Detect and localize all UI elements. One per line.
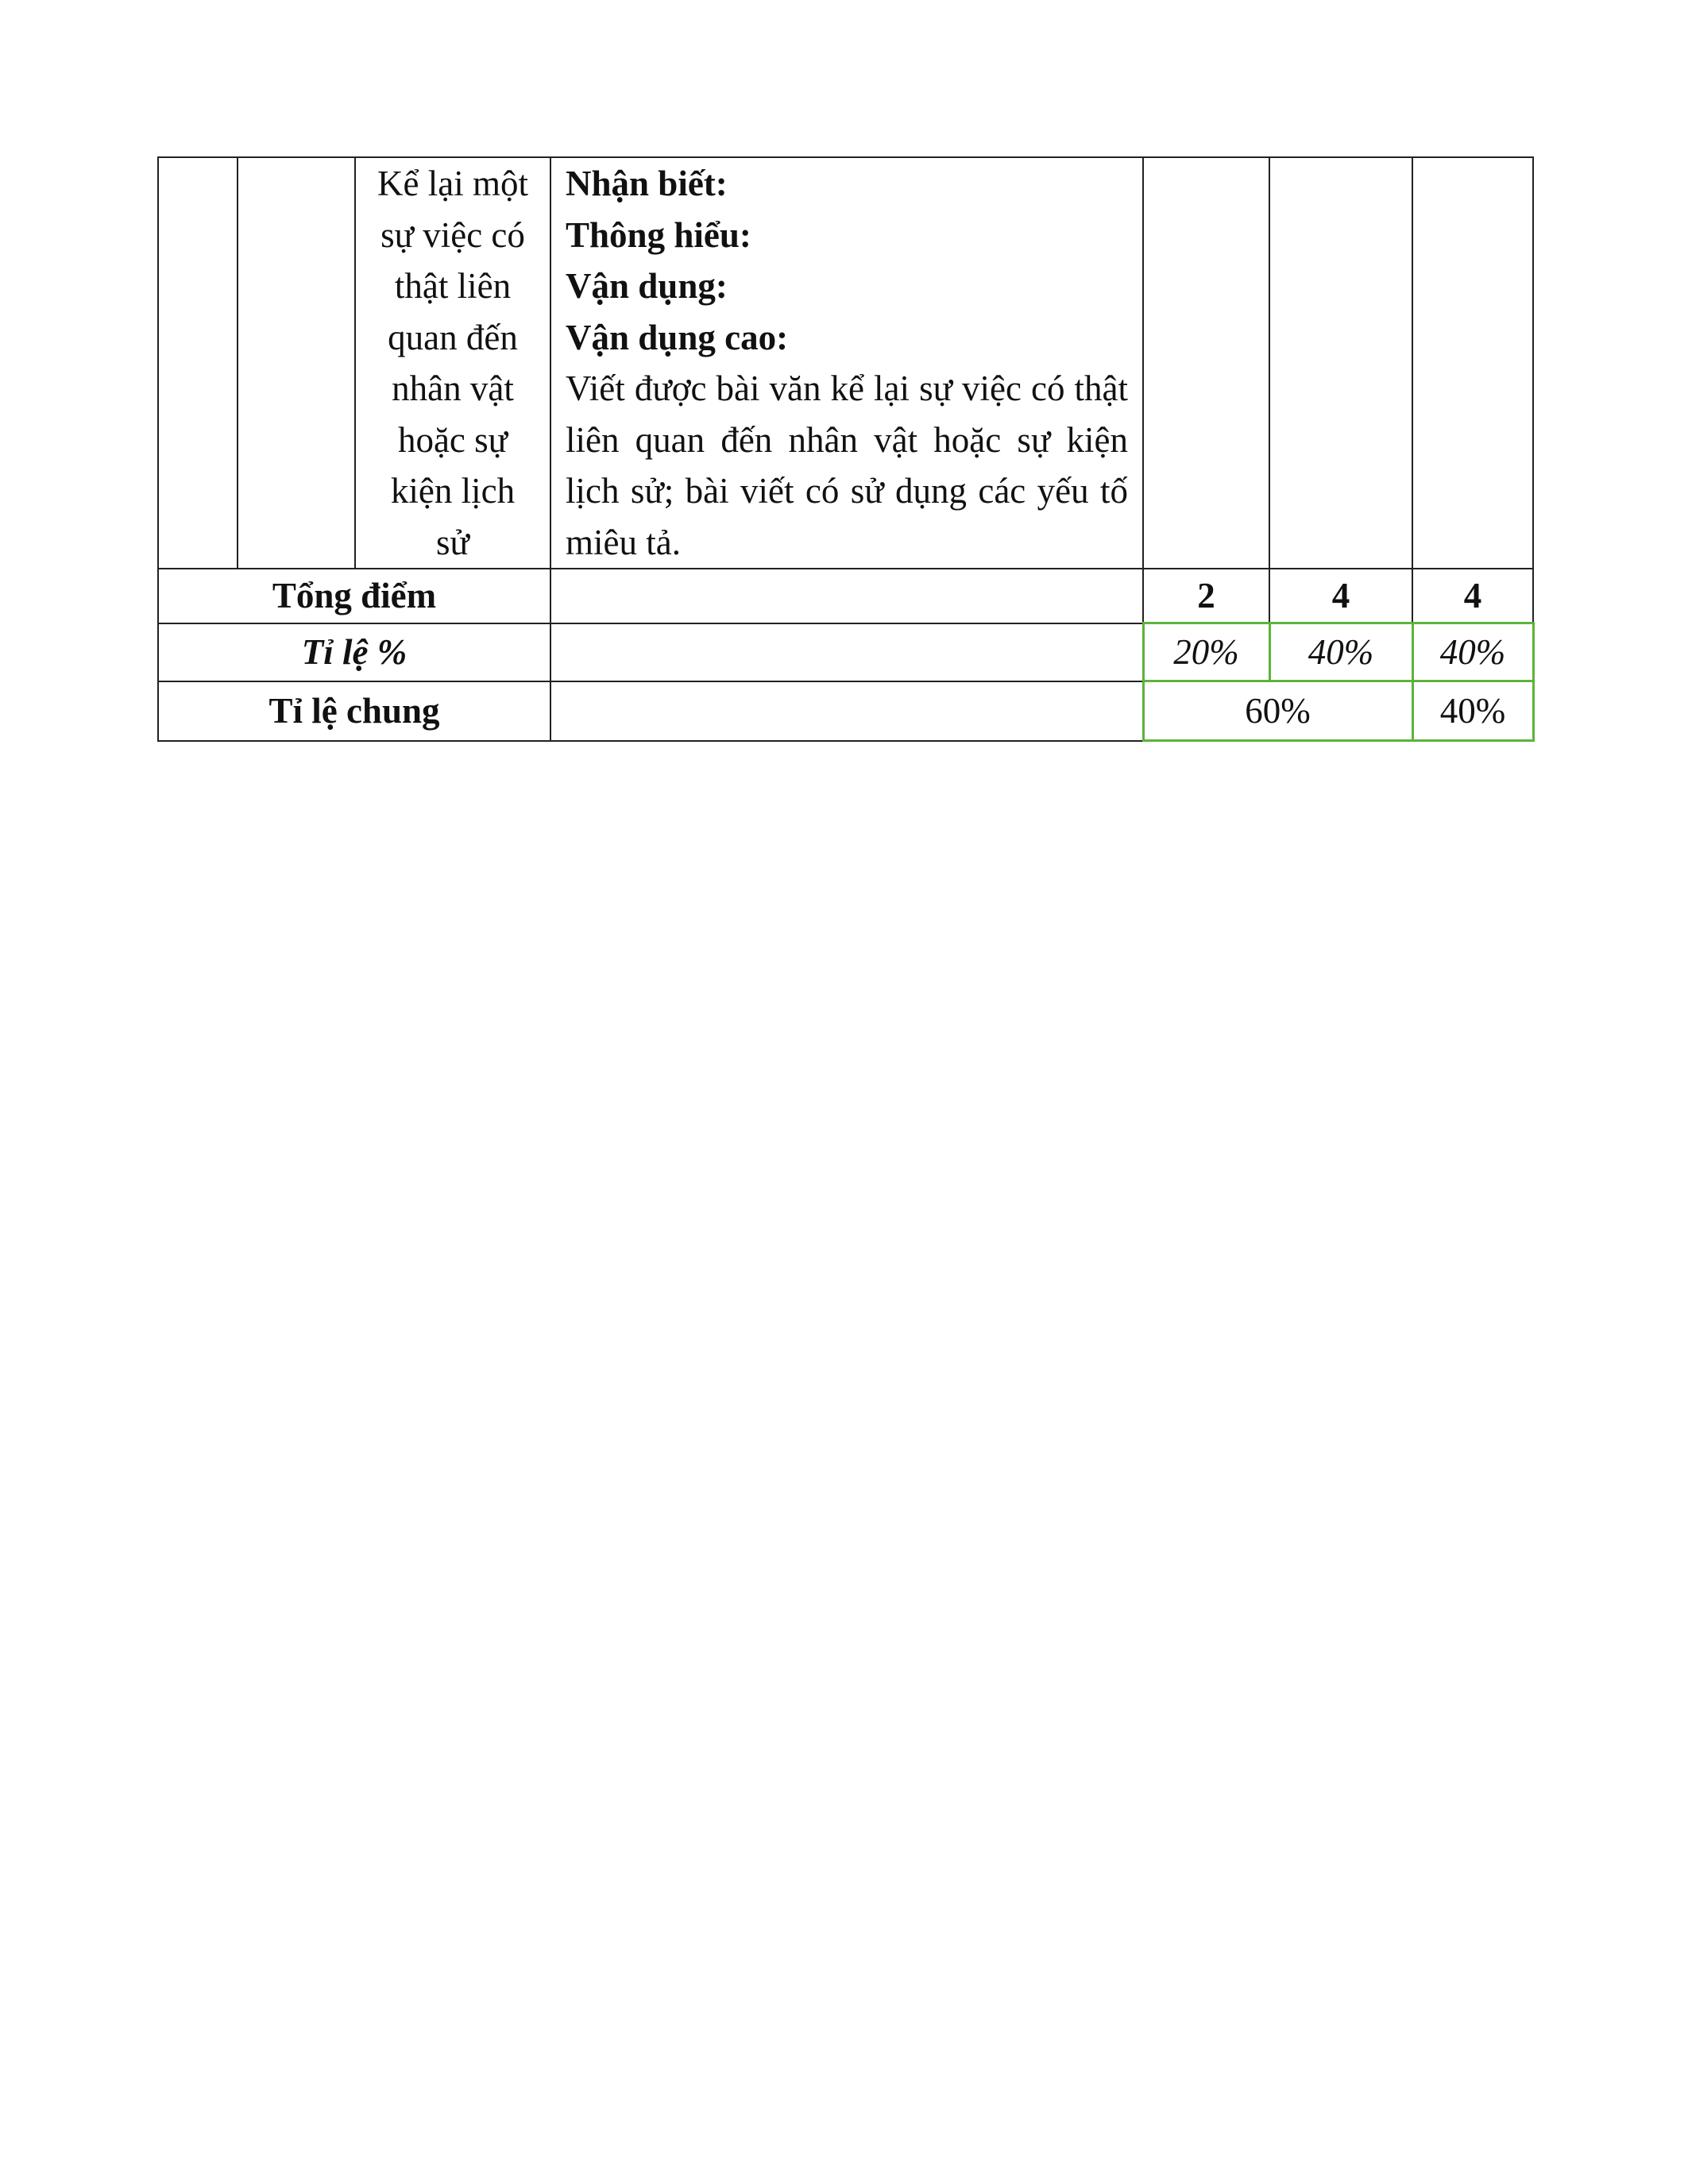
rate-label: Tỉ lệ %: [158, 623, 550, 681]
topic-line: Kể lại một: [377, 164, 528, 203]
empty-cell: [158, 157, 238, 569]
empty-cell: [550, 681, 1143, 741]
topic-line: sự việc có: [380, 214, 525, 255]
table-row-writing: [158, 157, 1533, 569]
topic-line: thật liên: [394, 266, 512, 306]
table-row-rate: [158, 623, 1533, 681]
topic-line: hoặc sự: [397, 419, 508, 460]
total-value: 2: [1143, 569, 1269, 623]
rate-value: 20%: [1143, 623, 1269, 681]
topic-line: nhân vật: [392, 369, 514, 408]
topic-line: quan đến: [388, 317, 518, 357]
empty-cell: [550, 623, 1143, 681]
table-row-total: [158, 569, 1533, 623]
topic-cell: [355, 157, 550, 569]
total-value: 4: [1269, 569, 1412, 623]
empty-cell: [238, 157, 355, 569]
requirement-text: Viết được bài văn kể lại sự việc có thật liên quan đến nhân vật hoặc sự kiện lịch sử; bài viết có sử dụng các yếu tố miêu tả.: [566, 369, 1128, 562]
level-recognize: Nhận biết:: [566, 164, 728, 203]
table-row-common: [158, 681, 1533, 741]
rate-value: 40%: [1412, 623, 1533, 681]
common-value: 60%: [1143, 681, 1412, 741]
spec-table: [157, 156, 1535, 742]
topic-line: sử: [436, 522, 469, 562]
empty-cell: [1412, 157, 1533, 569]
common-value: 40%: [1412, 681, 1533, 741]
common-label: Tỉ lệ chung: [158, 681, 550, 741]
rate-value: 40%: [1269, 623, 1412, 681]
total-value: 4: [1412, 569, 1533, 623]
level-understand: Thông hiểu:: [566, 214, 751, 255]
empty-cell: [550, 569, 1143, 623]
level-apply-high: Vận dụng cao:: [566, 317, 789, 357]
level-apply: Vận dụng:: [566, 266, 728, 306]
total-label: Tổng điểm: [158, 569, 550, 623]
topic-line: kiện lịch: [390, 471, 516, 511]
requirement-cell: [550, 157, 1143, 569]
empty-cell: [1143, 157, 1269, 569]
empty-cell: [1269, 157, 1412, 569]
